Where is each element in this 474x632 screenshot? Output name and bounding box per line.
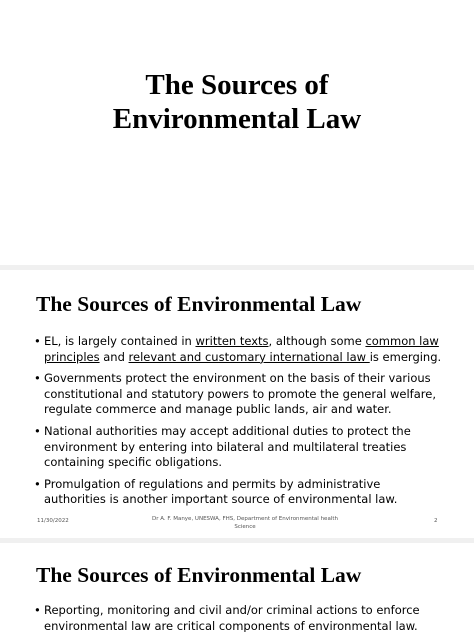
bullet-text: Governments protect the environment on the basis of their various constitutional and statutory powers to promote the general welfare, regulate commerce and manage public lands, air and water. — [44, 371, 436, 417]
title-slide — [0, 0, 474, 265]
cover-title-line-2: Environmental Law — [112, 103, 362, 135]
bullet-text: Reporting, monitoring and civil and/or criminal actions to enforce environmental law are critical components of environmental law. — [44, 603, 420, 632]
bullet-item — [34, 371, 444, 418]
bullet-text: and — [99, 349, 129, 364]
footer-date: 11/30/2022 — [37, 518, 69, 524]
underlined-phrase-international-law: relevant and customary international law — [128, 349, 370, 364]
cover-title — [0, 68, 474, 136]
content-slide-2 — [0, 270, 474, 538]
bullet-icon: • — [34, 603, 41, 617]
bullet-text: Promulgation of regulations and permits by administrative authorities is another important source of environmental law. — [44, 476, 398, 507]
bullet-text: EL, is largely contained in — [44, 334, 196, 348]
slide-footer — [0, 515, 474, 535]
bullet-item — [34, 603, 444, 632]
bullet-icon: • — [34, 334, 41, 348]
bullet-text: National authorities may accept additional duties to protect the environment by entering into bilateral and multilateral treaties containing specific obligations. — [44, 423, 411, 470]
bullet-icon: • — [34, 476, 41, 491]
bullet-list — [34, 334, 444, 514]
bullet-text: is emerging. — [369, 349, 442, 364]
footer-author: Dr A. F. Manye, UNESWA, FHS, Department of Environmental health Science — [152, 516, 338, 530]
content-slide-3 — [0, 543, 474, 632]
bullet-item — [34, 334, 444, 365]
cover-title-line-1: The Sources of — [145, 69, 329, 101]
slide-title: The Sources of Environmental Law — [36, 292, 362, 316]
underlined-phrase-written-texts: written texts — [195, 334, 269, 348]
underlined-phrase-common-law: common law principles — [44, 334, 439, 364]
bullet-icon: • — [34, 423, 41, 438]
bullet-item — [34, 424, 444, 471]
slide-number: 2 — [434, 518, 438, 524]
bullet-text: , although some — [268, 334, 366, 348]
bullet-item — [34, 477, 444, 508]
bullet-list — [34, 603, 444, 632]
slide-title: The Sources of Environmental Law — [36, 563, 362, 587]
bullet-icon: • — [34, 371, 41, 386]
